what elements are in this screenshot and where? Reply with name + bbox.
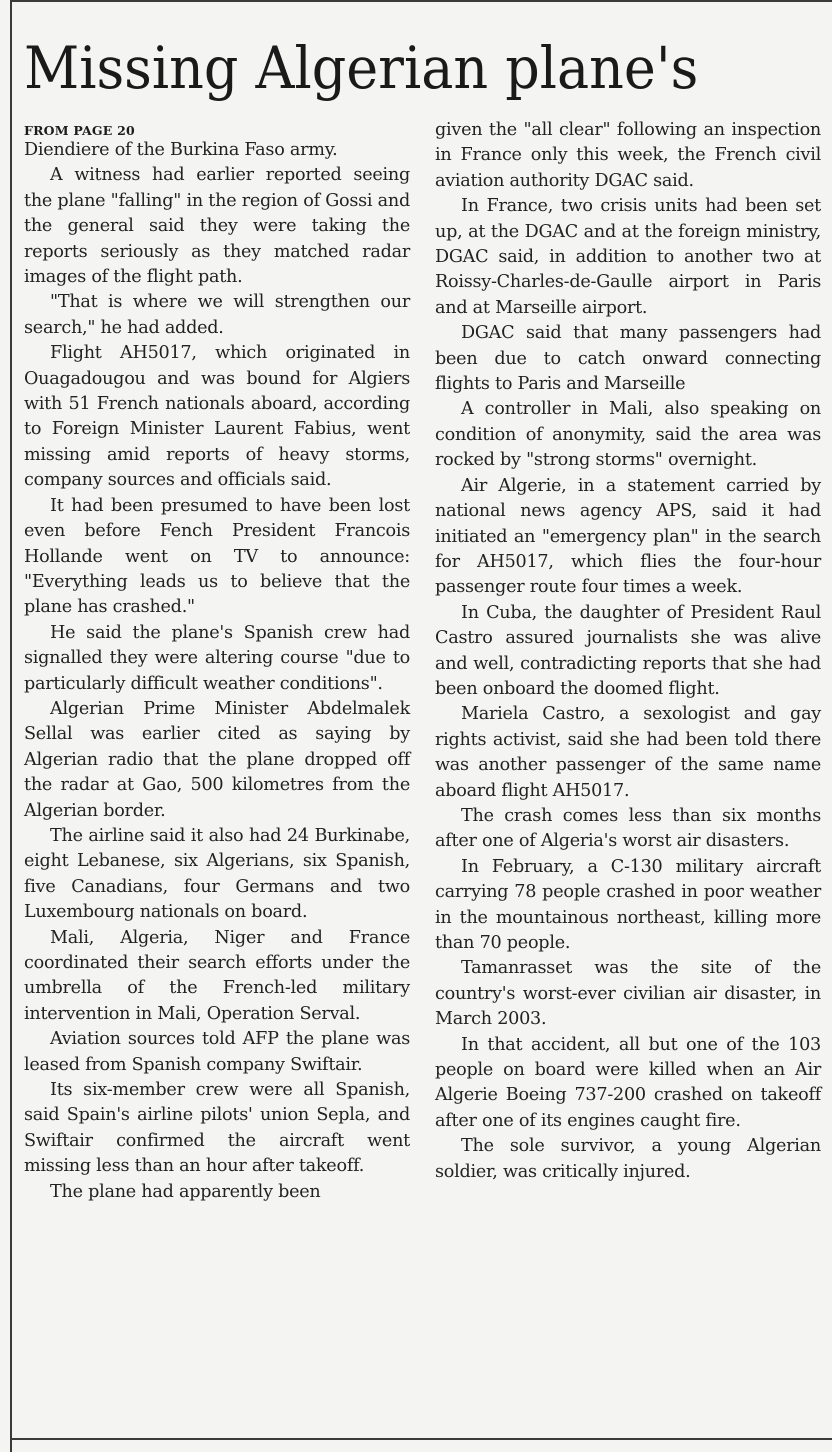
article-paragraph: Its six-member crew were all Spanish, said Spain's airline pilots' union Sepla, and Swiftair confirmed the aircraft went missing less than an hour after takeoff.: [24, 1080, 410, 1177]
left-border-rule: [10, 0, 12, 1452]
article-paragraph: In France, two crisis units had been set up, at the DGAC and at the foreign ministry, DGAC said, in addition to another two at Roissy-Charles-de-Gaulle airport in Paris and at Marseille airport.: [435, 196, 821, 318]
article-paragraph: The crash comes less than six months after one of Algeria's worst air disasters.: [435, 805, 821, 852]
article-paragraph: DGAC said that many passengers had been due to catch onward connecting flights to Paris and Marseille: [435, 323, 821, 395]
top-border-rule: [10, 0, 832, 2]
article-paragraph: Algerian Prime Minister Abdelmalek Sellal was earlier cited as saying by Algerian radio that the plane dropped off the radar at Gao, 500 kilometres from the Algerian border.: [24, 698, 410, 821]
article-paragraph: Flight AH5017, which originated in Ouagadougou and was bound for Algiers with 51 French nationals aboard, according to Foreign Minister Laurent Fabius, went missing amid reports of heavy storms, company sources and officials said.: [24, 343, 410, 491]
article-paragraph: Diendiere of the Burkina Faso army.: [24, 140, 338, 160]
article-paragraph: Mariela Castro, a sexologist and gay rights activist, said she had been told there was another passenger of the same name aboard flight AH5017.: [435, 704, 821, 801]
article-paragraph: A controller in Mali, also speaking on condition of anonymity, said the area was rocked by "strong storms" overnight.: [435, 399, 821, 471]
article-paragraph: Aviation sources told AFP the plane was leased from Spanish company Swiftair.: [24, 1029, 410, 1075]
article-paragraph: A witness had earlier reported seeing the plane "falling" in the region of Gossi and the general said they were taking the reports seriously as they matched radar images of the flight path.: [24, 165, 410, 288]
article-paragraph: He said the plane's Spanish crew had signalled they were altering course "due to particularly difficult weather conditions".: [24, 622, 410, 694]
article-paragraph: In February, a C-130 military aircraft carrying 78 people crashed in poor weather in the mountainous northeast, killing more than 70 people.: [435, 856, 821, 953]
article-paragraph: In that accident, all but one of the 103 people on board were killed when an Air Algerie Boeing 737-200 crashed on takeoff after one of its engines caught fire.: [435, 1034, 821, 1131]
article-paragraph: given the "all clear" following an inspection in France only this week, the French civil aviation authority DGAC said.: [435, 120, 821, 191]
article-column-left: [24, 118, 410, 1205]
article-paragraph: Tamanrasset was the site of the country's worst-ever civilian air disaster, in March 2003.: [435, 958, 821, 1030]
article-paragraph: It had been presumed to have been lost even before Fench President Francois Hollande went on TV to announce: "Everything leads us to believe that the plane has crashed.": [24, 495, 410, 618]
article-paragraph: Mali, Algeria, Niger and France coordinated their search efforts under the umbrella of the French-led military intervention in Mali, Operation Serval.: [24, 927, 410, 1024]
bottom-border-rule: [10, 1438, 832, 1440]
article-headline: Missing Algerian plane's: [24, 34, 699, 102]
article-paragraph: The sole survivor, a young Algerian soldier, was critically injured.: [435, 1136, 821, 1182]
article-paragraph: "That is where we will strengthen our search," he had added.: [24, 292, 410, 338]
continuation-kicker: FROM PAGE 20: [24, 123, 135, 138]
article-paragraph: Air Algerie, in a statement carried by national news agency APS, said it had initiated an "emergency plan" in the search for AH5017, which flies the four-hour passenger route four times a week.: [435, 475, 821, 598]
article-paragraph: The plane had apparently been: [50, 1181, 321, 1202]
article-paragraph: In Cuba, the daughter of President Raul Castro assured journalists she was alive and well, contradicting reports that she had been onboard the doomed flight.: [435, 602, 821, 699]
article-column-right: [435, 118, 821, 1185]
article-paragraph: The airline said it also had 24 Burkinabe, eight Lebanese, six Algerians, six Spanish, five Canadians, four Germans and two Luxembourg nationals on board.: [24, 825, 410, 923]
